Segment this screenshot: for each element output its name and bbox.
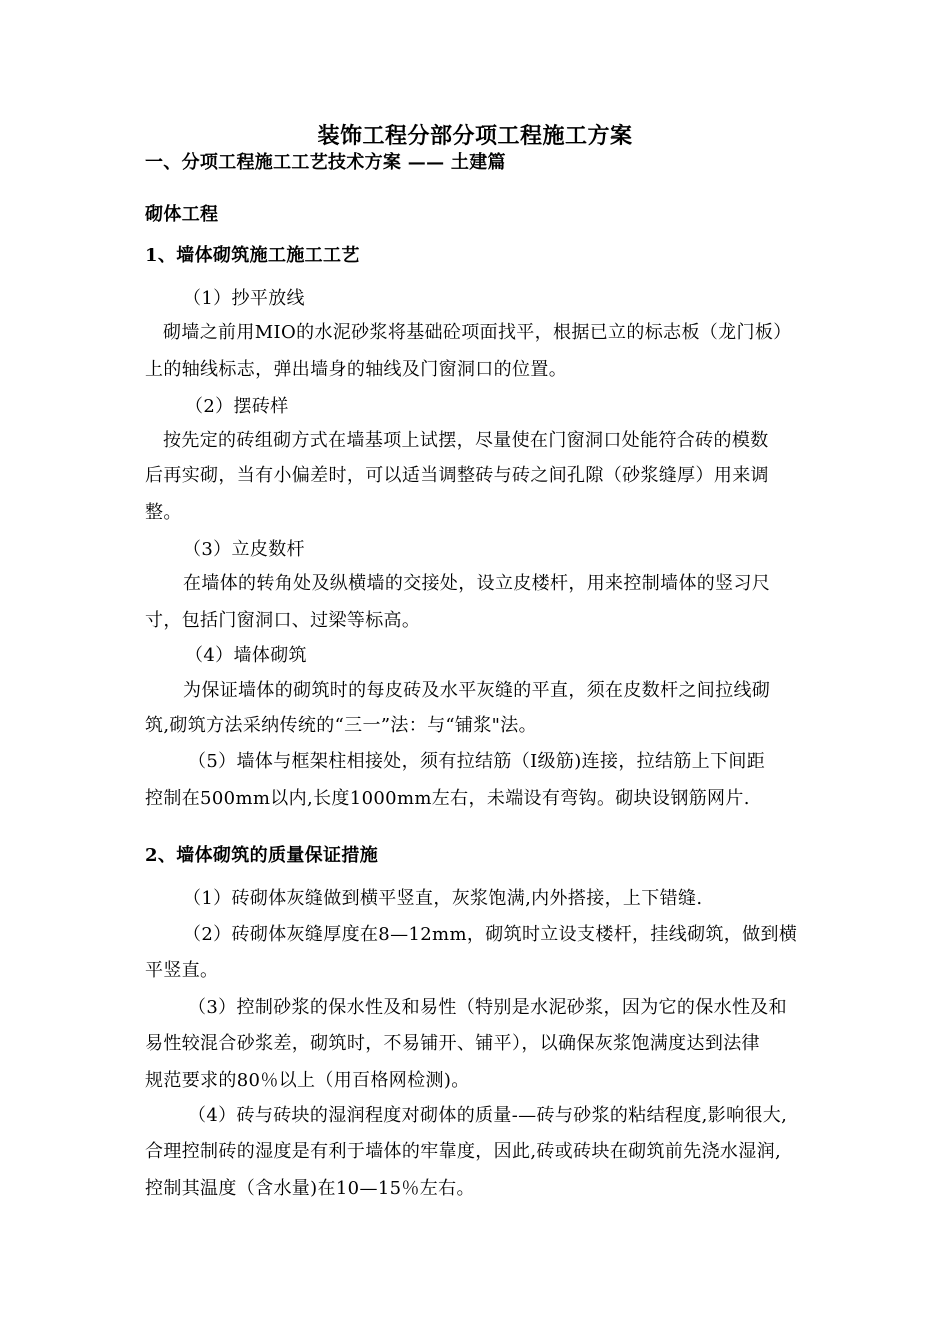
section-heading: 一、分项工程施工工艺技术方案 —— 土建篇	[145, 152, 506, 173]
paragraph-line: （5）墙体与框架柱相接处，须有拉结筋（Ⅰ级筋)连接，拉结筋上下间距	[188, 751, 766, 772]
part1-heading: 1、墙体砌筑施工施工工艺	[145, 245, 360, 266]
paragraph-line: （1）砖砌体灰缝做到横平竖直，灰浆饱满,内外搭接，上下错缝.	[183, 888, 703, 909]
paragraph-line: 在墙体的转角处及纵横墙的交接处，设立皮楼杆，用来控制墙体的竖习尺	[183, 573, 771, 594]
paragraph-line: （2）摆砖样	[185, 396, 289, 417]
paragraph-line: 上的轴线标志，弹出墙身的轴线及门窗洞口的位置。	[145, 359, 568, 380]
paragraph-line: （1）抄平放线	[183, 288, 305, 309]
paragraph-line: 砌墙之前用MIO的水泥砂浆将基础砼项面找平，根据已立的标志板（龙门板）	[163, 322, 792, 343]
subsection-heading: 砌体工程	[145, 204, 219, 225]
paragraph-line: 规范要求的80％以上（用百格网检测)。	[145, 1070, 470, 1091]
paragraph-line: 筑,砌筑方法采纳传统的“三一”法：与“铺浆"法。	[145, 715, 538, 736]
paragraph-line: 控制其温度（含水量)在10—15％左右。	[145, 1178, 475, 1199]
document-title: 装饰工程分部分项工程施工方案	[317, 123, 633, 149]
paragraph-line: 为保证墙体的砌筑时的每皮砖及水平灰缝的平直，须在皮数杆之间拉线砌	[183, 680, 771, 701]
paragraph-line: 按先定的砖组砌方式在墙基项上试摆，尽量使在门窗洞口处能符合砖的模数	[163, 430, 769, 451]
part2-heading: 2、墙体砌筑的质量保证措施	[145, 845, 379, 866]
paragraph-line: 平竖直。	[145, 960, 219, 981]
paragraph-line: （4）墙体砌筑	[185, 645, 307, 666]
paragraph-line: （3）立皮数杆	[183, 539, 305, 560]
paragraph-line: 整。	[145, 502, 182, 523]
paragraph-line: 易性较混合砂浆差，砌筑时，不易铺开、铺平），以确保灰浆饱满度达到法律	[145, 1033, 760, 1054]
paragraph-line: 后再实砌，当有小偏差时，可以适当调整砖与砖之间孔隙（砂浆缝厚）用来调	[145, 465, 769, 486]
paragraph-line: （4）砖与砖块的湿润程度对砌体的质量-—砖与砂浆的粘结程度,影响很大,	[188, 1105, 788, 1126]
paragraph-line: 控制在500mm以内,长度1000mm左右，未端设有弯钩。砌块设钢筋网片.	[145, 788, 750, 809]
paragraph-line: （2）砖砌体灰缝厚度在8—12mm，砌筑时立设支楼杆，挂线砌筑，做到横	[183, 924, 798, 945]
paragraph-line: （3）控制砂浆的保水性及和易性（特别是水泥砂浆，因为它的保水性及和	[188, 997, 787, 1018]
paragraph-line: 合理控制砖的湿度是有利于墙体的牢靠度，因此,砖或砖块在砌筑前先浇水湿润,	[145, 1141, 782, 1162]
paragraph-line: 寸，包括门窗洞口、过梁等标高。	[145, 610, 421, 631]
